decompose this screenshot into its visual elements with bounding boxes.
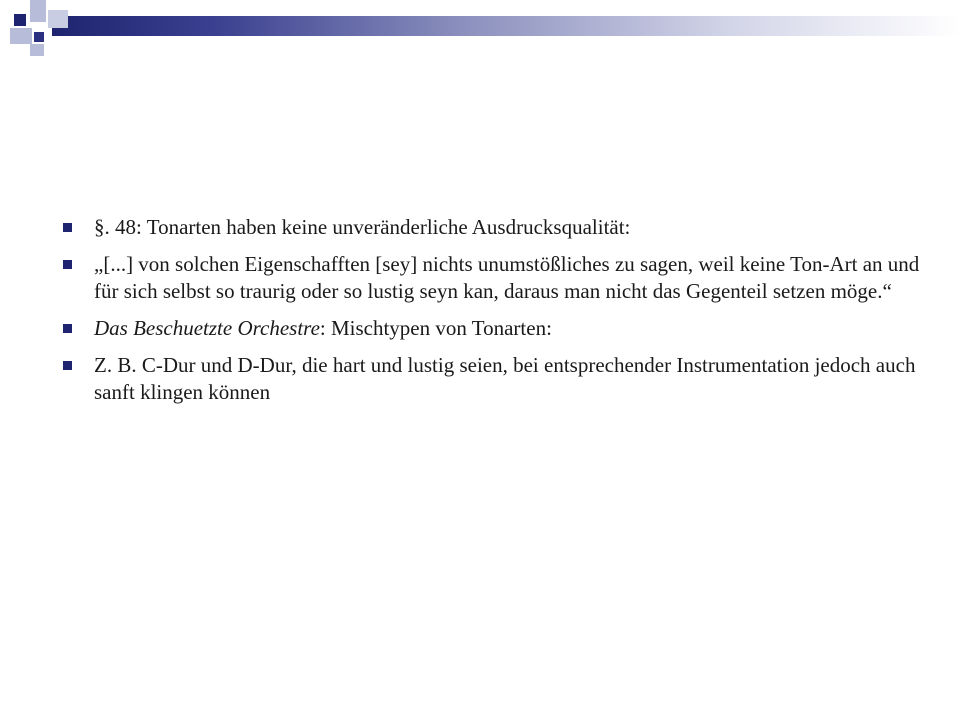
bullet-item bbox=[60, 251, 920, 305]
square-bullet-icon bbox=[63, 260, 72, 269]
bullet-text: : Mischtypen von Tonarten: bbox=[319, 316, 552, 340]
bullet-text: „[...] von solchen Eigenschafften [sey] nichts unumstößliches zu sagen, weil keine Ton-Art an und für sich selbst so traurig oder so lustig seyn kan, daraus man nicht das Gegenteil setzen möge.“ bbox=[94, 252, 920, 303]
decor-square bbox=[30, 44, 44, 56]
square-bullet-icon bbox=[63, 324, 72, 333]
bullet-text: §. 48: Tonarten haben keine unveränderliche Ausdrucksqualität: bbox=[94, 215, 631, 239]
work-title: Das Beschuetzte Orchestre bbox=[94, 316, 320, 340]
bullet-item bbox=[60, 315, 920, 342]
header-decoration bbox=[0, 0, 960, 60]
decor-square bbox=[34, 32, 44, 42]
decor-square bbox=[14, 14, 26, 26]
slide-content bbox=[60, 214, 920, 416]
bullet-text: Z. B. C-Dur und D-Dur, die hart und lustig seien, bei entsprechender Instrumentation jedoch auch sanft klingen können bbox=[94, 353, 916, 404]
decor-square bbox=[30, 0, 46, 22]
decor-square bbox=[48, 10, 68, 28]
header-gradient-bar bbox=[52, 16, 960, 36]
bullet-item bbox=[60, 352, 920, 406]
square-bullet-icon bbox=[63, 223, 72, 232]
square-bullet-icon bbox=[63, 361, 72, 370]
bullet-item bbox=[60, 214, 920, 241]
decor-square bbox=[10, 28, 32, 44]
bullet-list bbox=[60, 214, 920, 406]
